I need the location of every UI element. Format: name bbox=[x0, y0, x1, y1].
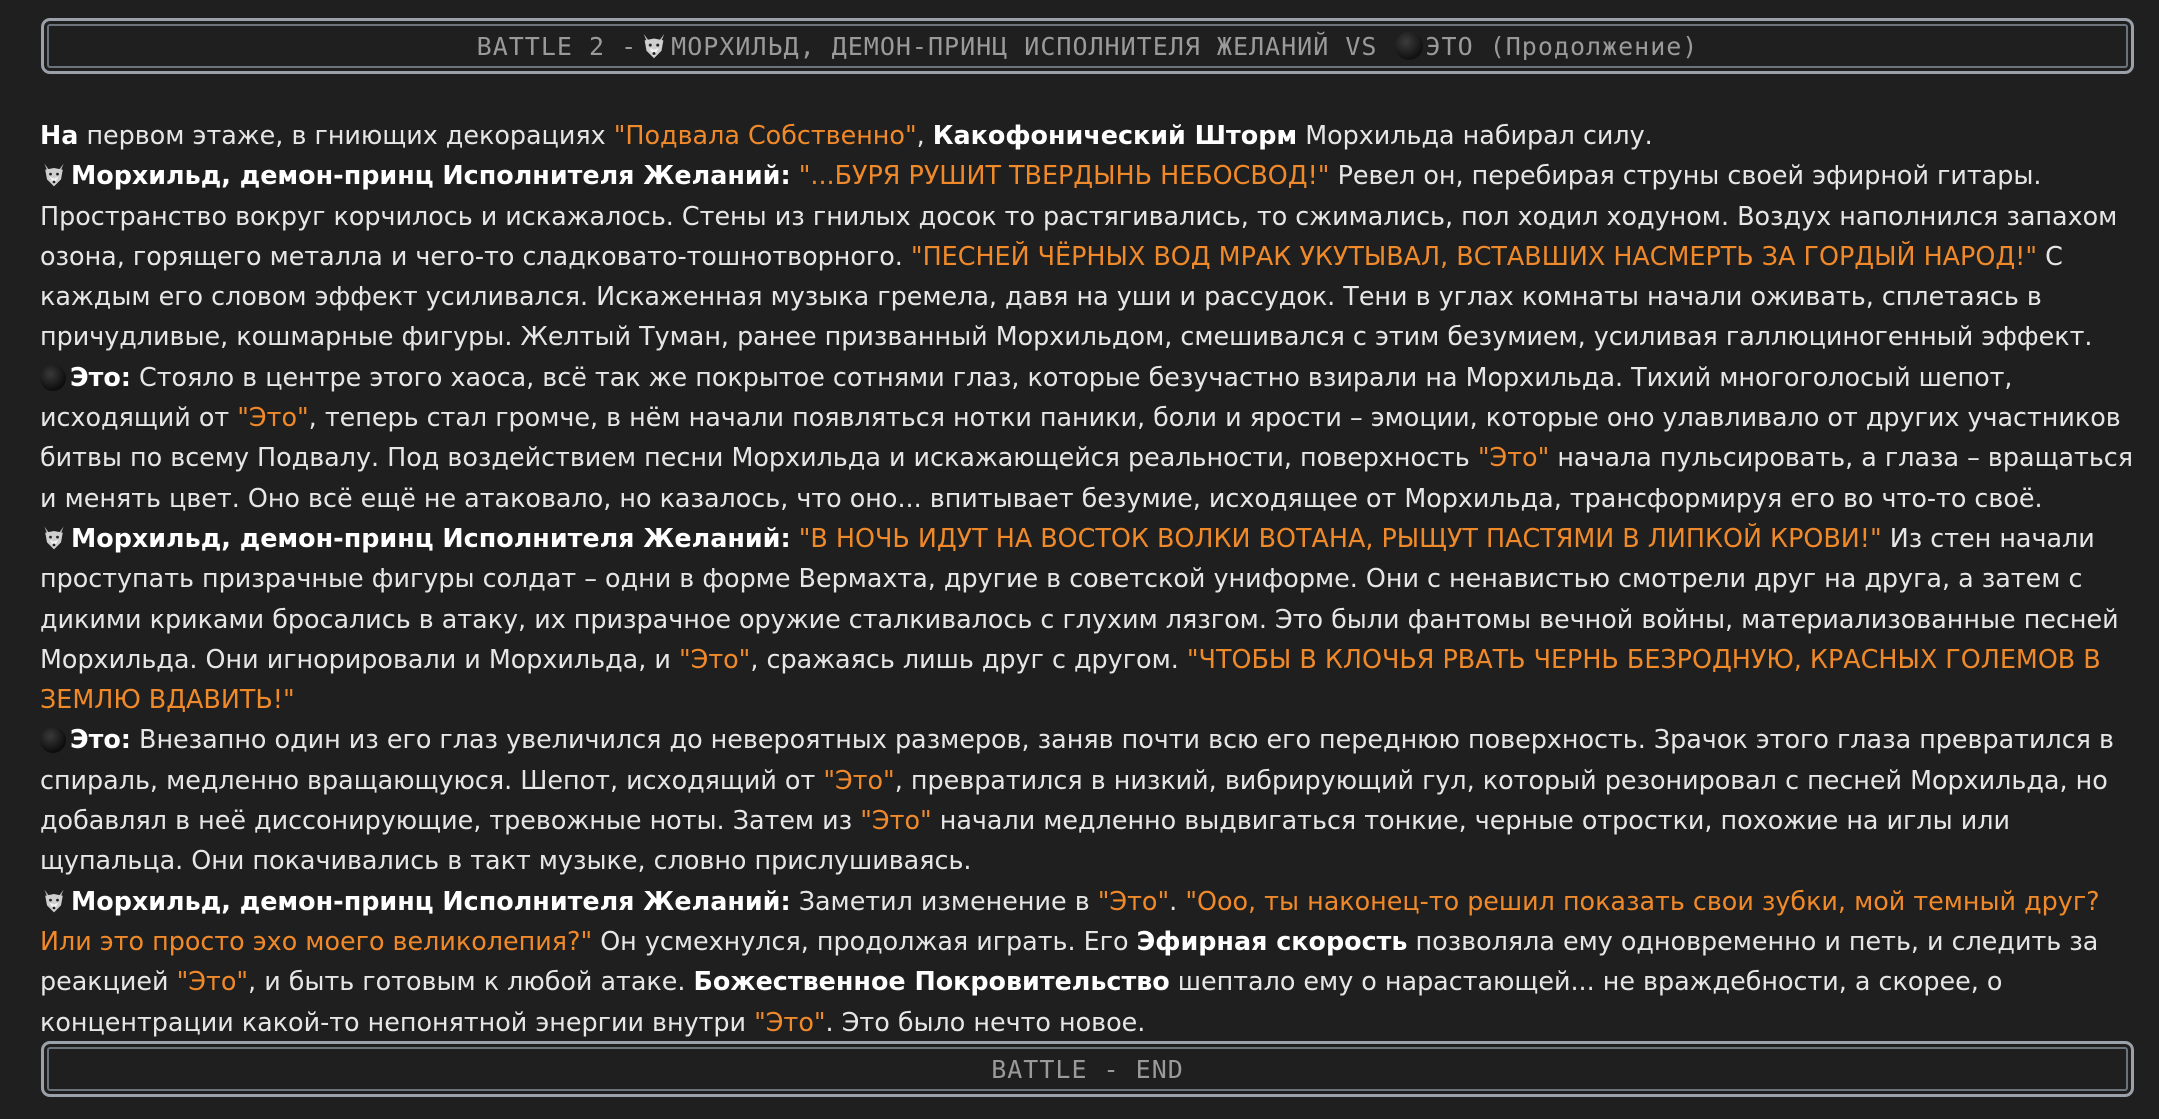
story-text: . Это было нечто новое. bbox=[825, 1006, 1146, 1037]
quote-text: "Это" bbox=[823, 764, 895, 795]
story-text: первом этаже, в гниющих декорациях bbox=[78, 120, 614, 150]
story-text: . bbox=[1169, 885, 1186, 916]
wolf-icon bbox=[639, 31, 669, 61]
quote-text: "ЧТОБЫ В КЛОЧЬЯ РВАТЬ ЧЕРНЬ БЕЗРОДНУЮ, КРАСНЫХ ГОЛЕМОВ В ЗЕМЛЮ ВДАВИТЬ!" bbox=[40, 643, 2101, 715]
quote-text: "Это" bbox=[860, 805, 932, 836]
story-text: , и быть готовым к любой атаке. bbox=[248, 966, 694, 997]
bold-text: На bbox=[40, 120, 79, 150]
speaker-name-eto: Это: bbox=[70, 724, 131, 755]
story-text: Ревел он, перебирая струны своей эфирной гитары. Пространство вокруг корчилось и искажалось. Стены из гнилых досок то растягивались, то сжимались, пол ходил ходуном. Воздух наполнился запахом озона, горящего металла и чего-то сладковато-тошнотворного. bbox=[40, 160, 2118, 271]
header-fighter-2: ЭТО bbox=[1425, 31, 1474, 61]
speaker-name-morhild: Морхильд, демон-принц Исполнителя Желаний: bbox=[71, 522, 791, 553]
story-text: Морхильда набирал силу. bbox=[1297, 120, 1653, 150]
story-paragraph-5 bbox=[40, 719, 2135, 880]
story-text: , превратился в низкий, вибрирующий гул, который резонировал с песней Морхильда, но добавлял в неё диссонирующие, тревожные ноты. Затем из bbox=[40, 764, 2108, 836]
battle-header-banner bbox=[41, 18, 2134, 74]
battle-end-banner bbox=[41, 1041, 2134, 1097]
wolf-icon bbox=[40, 524, 68, 552]
quote-text: "Подвала Собственно" bbox=[613, 120, 917, 150]
story-paragraph-2 bbox=[40, 155, 2135, 356]
header-suffix: (Продолжение) bbox=[1473, 31, 1699, 61]
header-vs: VS bbox=[1329, 31, 1394, 61]
quote-text: "...БУРЯ РУШИТ ТВЕРДЫНЬ НЕБОСВОД!" bbox=[798, 160, 1330, 191]
story-text: Стояло в центре этого хаоса, всё так же покрытое сотнями глаз, которые безучастно взирали на Морхильда. Тихий многоголосый шепот, исходящий от bbox=[40, 361, 2013, 433]
quote-text: "Это" bbox=[754, 1006, 826, 1037]
story-text: шептало ему о нарастающей... не враждебности, а скорее, о концентрации какой-то непонятной энергии внутри bbox=[40, 966, 2003, 1037]
header-fighter-1: МОРХИЛЬД, ДЕМОН-ПРИНЦ ИСПОЛНИТЕЛЯ ЖЕЛАНИЙ bbox=[671, 31, 1330, 61]
quote-text: "В НОЧЬ ИДУТ НА ВОСТОК ВОЛКИ ВОТАНА, РЫЩУТ ПАСТЯМИ В ЛИПКОЙ КРОВИ!" bbox=[798, 522, 1882, 553]
quote-text: "Это" bbox=[237, 402, 309, 433]
wolf-icon bbox=[40, 161, 68, 189]
story-text: Из стен начали проступать призрачные фигуры солдат – одни в форме Вермахта, другие в советской униформе. Они с ненавистью смотрели друг на друга, а затем с дикими криками бросались в атаку, их призрачное оружие сталкивалось с глухим лязгом. Это были фантомы вечной войны, материализованные песней Морхильда. Они игнорировали и Морхильда, и bbox=[40, 522, 2119, 674]
battle-story bbox=[40, 115, 2135, 1042]
footer-label: BATTLE - END bbox=[991, 1054, 1184, 1084]
story-text: , bbox=[916, 120, 933, 150]
speaker-name-eto: Это: bbox=[70, 361, 131, 392]
story-paragraph-6 bbox=[40, 881, 2135, 1042]
bold-text: Эфирная скорость bbox=[1136, 925, 1408, 956]
quote-text: "Ооо, ты наконец-то решил показать свои зубки, мой темный друг? Или это просто эхо моего великолепия?" bbox=[40, 885, 2100, 956]
story-text: Внезапно один из его глаз увеличился до невероятных размеров, заняв почти всю его переднюю поверхность. Зрачок этого глаза превратился в спираль, медленно вращающуюся. Шепот, исходящий от bbox=[40, 724, 2114, 795]
black-circle-icon bbox=[1395, 32, 1423, 60]
story-text: С каждым его словом эффект усиливался. Искаженная музыка гремела, давя на уши и рассудок. Тени в углах комнаты начали оживать, сплетаясь в причудливые, кошмарные фигуры. Желтый Туман, ранее призванный Морхильдом, смешивался с этим безумием, усиливая галлюциногенный эффект. bbox=[40, 240, 2093, 352]
black-circle-icon bbox=[40, 727, 66, 753]
bold-text: Какофонический Шторм bbox=[932, 120, 1298, 150]
story-text: позволяла ему одновременно и петь, и следить за реакцией bbox=[40, 925, 2099, 997]
story-text: , теперь стал громче, в нём начали появляться нотки паники, боли и ярости – эмоции, которые оно улавливало от других участников битвы по всему Подвалу. Под воздействием песни Морхильда и искажающейся реальности, поверхность bbox=[40, 402, 2121, 473]
black-circle-icon bbox=[40, 365, 66, 391]
quote-text: "ПЕСНЕЙ ЧЁРНЫХ ВОД МРАК УКУТЫВАЛ, ВСТАВШИХ НАСМЕРТЬ ЗА ГОРДЫЙ НАРОД!" bbox=[910, 240, 2038, 271]
header-prefix: BATTLE 2 - bbox=[476, 31, 638, 61]
bold-text: Божественное Покровительство bbox=[693, 966, 1170, 997]
speaker-name-morhild: Морхильд, демон-принц Исполнителя Желаний: bbox=[71, 885, 791, 916]
quote-text: "Это" bbox=[678, 643, 751, 674]
quote-text: "Это" bbox=[176, 966, 249, 997]
wolf-icon bbox=[40, 887, 68, 915]
story-paragraph-1 bbox=[40, 115, 2135, 155]
story-paragraph-3 bbox=[40, 357, 2135, 518]
story-text: Он усмехнулся, продолжая играть. Его bbox=[592, 925, 1137, 956]
story-paragraph-4 bbox=[40, 518, 2135, 719]
story-text: начали медленно выдвигаться тонкие, черные отростки, похожие на иглы или щупальца. Они покачивались в такт музыке, словно прислушиваясь. bbox=[40, 805, 2010, 876]
story-text: , сражаясь лишь друг с другом. bbox=[750, 643, 1187, 674]
quote-text: "Это" bbox=[1097, 885, 1170, 916]
story-text: начала пульсировать, а глаза – вращаться и менять цвет. Оно всё ещё не атаковало, но казалось, что оно... впитывает безумие, исходящее от Морхильда, трансформируя его во что-то своё. bbox=[40, 442, 2134, 513]
story-text: Заметил изменение в bbox=[790, 885, 1098, 916]
speaker-name-morhild: Морхильд, демон-принц Исполнителя Желаний: bbox=[71, 160, 791, 191]
quote-text: "Это" bbox=[1477, 442, 1550, 473]
